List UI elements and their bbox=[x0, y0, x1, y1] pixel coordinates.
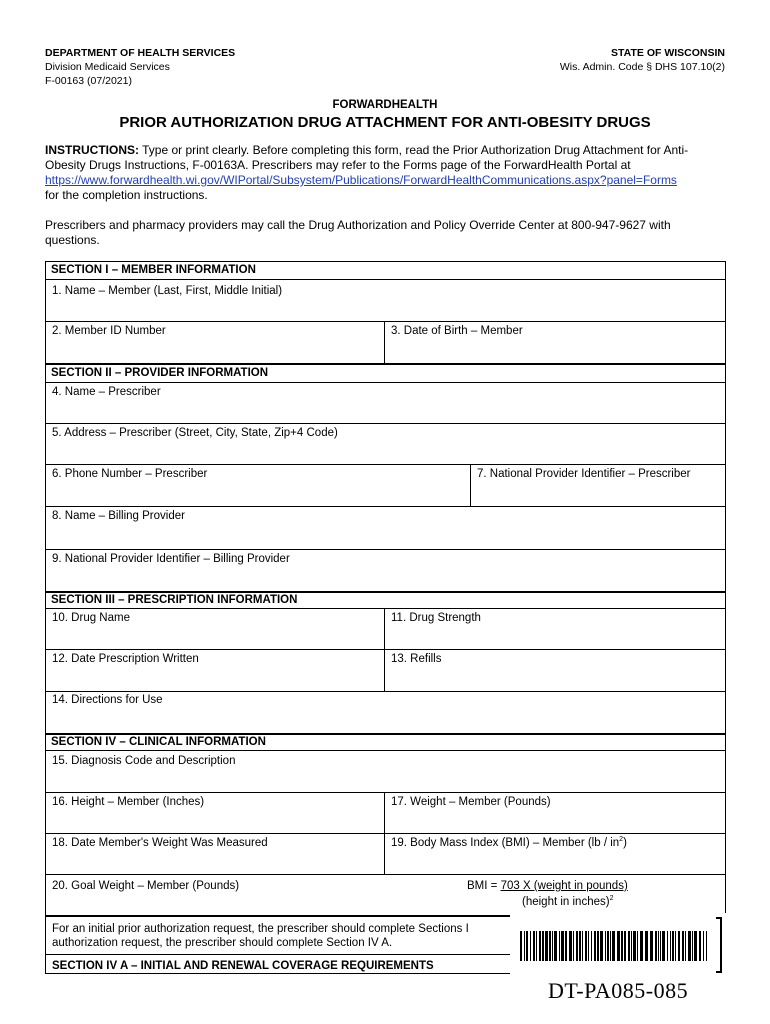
field-5-label: 5. Address – Prescriber (Street, City, State, Zip+4 Code) bbox=[52, 427, 338, 439]
field-20-label: 20. Goal Weight – Member (Pounds) bbox=[52, 880, 240, 892]
contact-line-2: questions. bbox=[45, 233, 100, 247]
divider bbox=[45, 792, 726, 793]
drug-name-field[interactable] bbox=[46, 626, 383, 648]
field-18-label: 18. Date Member's Weight Was Measured bbox=[52, 837, 268, 849]
field-13-label: 13. Refills bbox=[391, 653, 442, 665]
divider bbox=[384, 609, 385, 691]
department-name: DEPARTMENT OF HEALTH SERVICES bbox=[45, 47, 236, 59]
barcode-area bbox=[510, 913, 740, 978]
divider bbox=[45, 549, 726, 550]
refills-field[interactable] bbox=[386, 667, 724, 689]
field-2-label: 2. Member ID Number bbox=[52, 325, 166, 337]
bmi-field[interactable] bbox=[386, 851, 724, 873]
field-17-label: 17. Weight – Member (Pounds) bbox=[391, 796, 551, 808]
state-name: STATE OF WISCONSIN bbox=[611, 47, 725, 59]
bracket-right-icon bbox=[716, 917, 722, 973]
bmi-formula-numerator: BMI = 703 X (weight in pounds) bbox=[467, 880, 628, 892]
divider bbox=[45, 954, 545, 955]
section-4-title: SECTION IV – CLINICAL INFORMATION bbox=[45, 736, 726, 751]
divider bbox=[45, 321, 726, 322]
billing-provider-npi-field[interactable] bbox=[46, 567, 725, 589]
note-line-2: authorization request, the prescriber should complete Section IV A. bbox=[52, 937, 393, 949]
divider bbox=[45, 691, 726, 692]
agency-title: FORWARDHEALTH bbox=[332, 99, 438, 111]
field-9-label: 9. National Provider Identifier – Billing Provider bbox=[52, 553, 290, 565]
instructions-label: INSTRUCTIONS: bbox=[45, 143, 139, 157]
field-8-label: 8. Name – Billing Provider bbox=[52, 510, 185, 522]
goal-weight-field[interactable] bbox=[46, 893, 383, 914]
contact-line-1: Prescribers and pharmacy providers may call the Drug Authorization and Policy Override Center at 800-947-9627 with bbox=[45, 218, 671, 232]
member-dob-field[interactable] bbox=[386, 338, 724, 362]
instructions-block bbox=[45, 143, 735, 203]
weight-field[interactable] bbox=[386, 810, 724, 832]
instructions-line-4: for the completion instructions. bbox=[45, 188, 208, 202]
field-11-label: 11. Drug Strength bbox=[391, 612, 481, 624]
admin-code: Wis. Admin. Code § DHS 107.10(2) bbox=[559, 61, 725, 73]
forms-page-link[interactable]: https://www.forwardhealth.wi.gov/WIPortal/Subsystem/Publications/ForwardHealthCommunications.aspx?panel=Forms bbox=[45, 173, 677, 187]
member-name-field[interactable] bbox=[46, 298, 725, 320]
division-name: Division Medicaid Services bbox=[45, 61, 170, 73]
member-id-field[interactable] bbox=[46, 338, 383, 362]
field-3-label: 3. Date of Birth – Member bbox=[391, 325, 523, 337]
height-field[interactable] bbox=[46, 810, 383, 832]
divider bbox=[45, 464, 726, 465]
prescriber-npi-field[interactable] bbox=[472, 482, 724, 504]
prescriber-name-field[interactable] bbox=[46, 400, 725, 422]
field-1-label: 1. Name – Member (Last, First, Middle Initial) bbox=[52, 285, 283, 297]
diagnosis-field[interactable] bbox=[46, 769, 725, 791]
prescriber-phone-field[interactable] bbox=[46, 482, 469, 504]
instructions-line-1: INSTRUCTIONS: Type or print clearly. Before completing this form, read the Prior Authorization Drug Attachment for Anti- bbox=[45, 143, 689, 157]
contact-block bbox=[45, 218, 735, 248]
section-3-title: SECTION III – PRESCRIPTION INFORMATION bbox=[45, 594, 726, 609]
prescriber-address-field[interactable] bbox=[46, 441, 725, 463]
directions-for-use-field[interactable] bbox=[46, 708, 725, 732]
divider bbox=[384, 321, 385, 363]
field-4-label: 4. Name – Prescriber bbox=[52, 386, 161, 398]
field-10-label: 10. Drug Name bbox=[52, 612, 130, 624]
instructions-line-2: Obesity Drugs Instructions, F-00163A. Prescribers may refer to the Forms page of the ForwardHealth Portal at bbox=[45, 158, 631, 172]
divider bbox=[45, 833, 726, 834]
weight-date-field[interactable] bbox=[46, 851, 383, 873]
divider bbox=[45, 506, 726, 507]
field-12-label: 12. Date Prescription Written bbox=[52, 653, 199, 665]
field-16-label: 16. Height – Member (Inches) bbox=[52, 796, 205, 808]
divider bbox=[45, 874, 726, 875]
field-6-label: 6. Phone Number – Prescriber bbox=[52, 468, 208, 480]
billing-provider-name-field[interactable] bbox=[46, 524, 725, 546]
divider bbox=[45, 423, 726, 424]
field-7-label: 7. National Provider Identifier – Prescriber bbox=[477, 468, 691, 480]
document-stamp: DT-PA085-085 bbox=[548, 978, 689, 1003]
note-line-1: For an initial prior authorization request, the prescriber should complete Sections I bbox=[52, 923, 469, 935]
field-15-label: 15. Diagnosis Code and Description bbox=[52, 755, 236, 767]
bmi-formula-denominator: (height in inches)$^2$ bbox=[522, 895, 614, 908]
divider bbox=[45, 649, 726, 650]
date-prescription-written-field[interactable] bbox=[46, 667, 383, 689]
section-2-title: SECTION II – PROVIDER INFORMATION bbox=[45, 366, 726, 383]
form-title: PRIOR AUTHORIZATION DRUG ATTACHMENT FOR ANTI-OBESITY DRUGS bbox=[119, 114, 651, 131]
section-4a-title: SECTION IV A – INITIAL AND RENEWAL COVERAGE REQUIREMENTS bbox=[52, 960, 434, 972]
barcode-icon bbox=[520, 931, 710, 961]
field-14-label: 14. Directions for Use bbox=[52, 694, 163, 706]
field-19-label: 19. Body Mass Index (BMI) – Member $(lb / in^2)$ bbox=[391, 836, 627, 849]
section-1-title: SECTION I – MEMBER INFORMATION bbox=[45, 263, 726, 280]
divider bbox=[470, 464, 471, 506]
drug-strength-field[interactable] bbox=[386, 626, 724, 648]
form-number: F-00163 (07/2021) bbox=[45, 75, 132, 87]
